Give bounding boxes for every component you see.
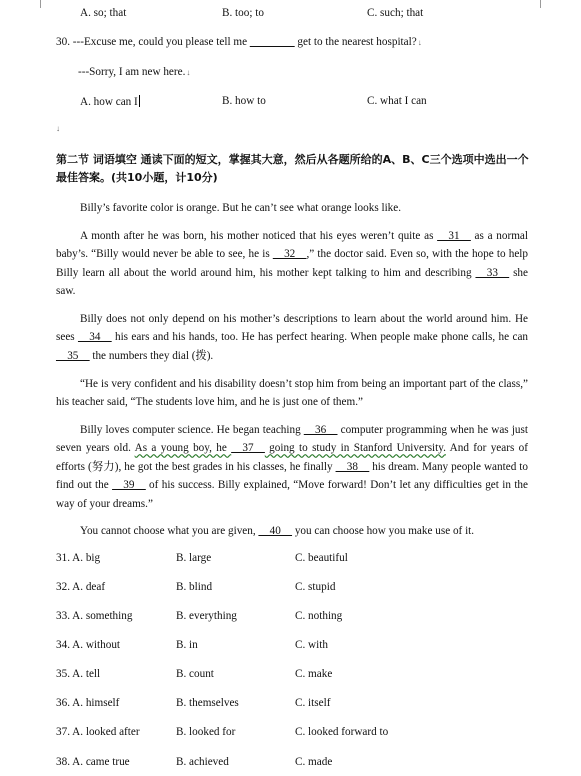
- q30-reply: [78, 66, 190, 78]
- q30-reply-text: ---Sorry, I am new here.: [78, 66, 186, 78]
- p6-text-b: you can choose how you make use of it.: [292, 525, 475, 537]
- passage-paragraph-4: “He is very confident and his disability doesn’t stop him from being an important part of the class,” his teacher said, “The students love him, and he is just one of them.”: [56, 378, 528, 409]
- q34-option-c: C. with: [295, 639, 328, 651]
- q30-stem-pre: 30. ---Excuse me, could you please tell me: [56, 36, 248, 48]
- q35-option-c: C. make: [295, 668, 333, 680]
- q34-option-b: B. in: [176, 639, 198, 651]
- q30-option-a: [80, 95, 140, 108]
- p3-text-c: the numbers they dial (拨).: [89, 349, 214, 362]
- q31-option-a: 31. A. big: [56, 552, 101, 564]
- q30-option-c: C. what I can: [367, 95, 427, 107]
- blank-34: __34__: [78, 331, 112, 344]
- q36-option-c: C. itself: [295, 697, 331, 709]
- blank-35: __35__: [56, 349, 90, 362]
- q32-option-c: C. stupid: [295, 581, 336, 593]
- q30-option-a-text: A. how can I: [80, 96, 138, 108]
- passage-paragraph-1: Billy’s favorite color is orange. But he can’t see what orange looks like.: [80, 202, 402, 214]
- q33-option-a: 33. A. something: [56, 610, 133, 622]
- blank-31: __31__: [437, 230, 471, 242]
- q33-option-c: C. nothing: [295, 610, 343, 622]
- p3-text-a: Billy does not only depend on his mother’s descriptions to learn about the world around him. He sees: [56, 313, 528, 344]
- q38-option-a: 38. A. came true: [56, 756, 130, 768]
- q29-option-c: C. such; that: [367, 7, 424, 19]
- p5-text-b: computer programming when he was just seven years old.: [56, 424, 528, 455]
- q29-option-b: B. too; to: [222, 7, 264, 19]
- q35-option-b: B. count: [176, 668, 214, 680]
- passage-paragraph-2: [56, 227, 528, 301]
- p5-text-a: Billy loves computer science. He began teaching: [80, 424, 304, 436]
- blank-39: __39__: [112, 479, 146, 492]
- q38-option-c: C. made: [295, 756, 333, 768]
- p5-text-d: his dream. Many people wanted to find out the: [56, 460, 529, 492]
- p2-text-a: A month after he was born, his mother noticed that his eyes weren’t quite as: [80, 230, 438, 242]
- q37-option-c: C. looked forward to: [295, 726, 389, 738]
- q31-option-b: B. large: [176, 552, 212, 564]
- p2-text-c: ,” the doctor said. Even so, with the hope to help Billy learn all about the world around him, his mother kept talking to him and describing: [56, 248, 528, 279]
- q34-option-a: 34. A. without: [56, 639, 121, 651]
- passage-paragraph-5: [56, 421, 528, 513]
- q31-option-c: C. beautiful: [295, 552, 348, 564]
- blank-38: __38__: [335, 460, 370, 473]
- q36-option-b: B. themselves: [176, 697, 239, 709]
- q29-option-a: A. so; that: [80, 7, 127, 19]
- q30-stem-post: get to the nearest hospital?: [297, 36, 417, 48]
- q30-option-b: B. how to: [222, 95, 266, 107]
- q30-stem: [56, 36, 422, 48]
- p5-text-c: And for years of efforts (努力), he got the best grades in his classes, he finally: [56, 442, 528, 473]
- blank-36: __36__: [303, 424, 338, 436]
- q32-option-b: B. blind: [176, 581, 213, 593]
- q36-option-a: 36. A. himself: [56, 697, 120, 709]
- p2-text-b: as a normal baby’s. “Billy would never be able to see, he is: [56, 230, 528, 261]
- p6-text-a: You cannot choose what you are given,: [80, 525, 259, 537]
- q30-blank: ________: [249, 36, 295, 48]
- blank-32: __32__: [272, 248, 307, 261]
- empty-paragraph-mark: ↓: [56, 124, 60, 133]
- p5-grammar-mark-a: As a young boy, he: [134, 442, 232, 455]
- blank-37: __37__: [231, 442, 265, 455]
- page-corner-mark-left: [32, 0, 41, 8]
- q32-option-a: 32. A. deaf: [56, 581, 106, 593]
- p5-text-e: of his success. Billy explained, “Move forward! Don’t let any difficulties get in the way of your dreams.”: [56, 479, 528, 510]
- p2-text-d: she saw.: [56, 266, 528, 298]
- paragraph-mark: ↓: [186, 68, 191, 77]
- blank-33: __33__: [475, 266, 510, 279]
- page-corner-mark-right: [540, 0, 549, 8]
- blank-40: __40__: [258, 525, 293, 537]
- passage-paragraph-6: [56, 522, 528, 540]
- text-cursor: [139, 95, 140, 107]
- passage-paragraph-3: [56, 310, 528, 365]
- q37-option-a: 37. A. looked after: [56, 726, 140, 738]
- q38-option-b: B. achieved: [176, 756, 229, 768]
- section-heading: 第二节 词语填空 通读下面的短文，掌握其大意，然后从各题所给的A、B、C三个选项中选出一个最佳答案。(共10小题，计10分): [56, 153, 529, 184]
- q35-option-a: 35. A. tell: [56, 668, 101, 680]
- q33-option-b: B. everything: [176, 610, 237, 622]
- p3-text-b: his ears and his hands, too. He has perfect hearing. When people make phone calls, he can: [111, 331, 528, 344]
- q37-option-b: B. looked for: [176, 726, 236, 738]
- p5-grammar-mark-b: going to study in Stanford University.: [264, 442, 446, 455]
- paragraph-mark: ↓: [417, 38, 422, 47]
